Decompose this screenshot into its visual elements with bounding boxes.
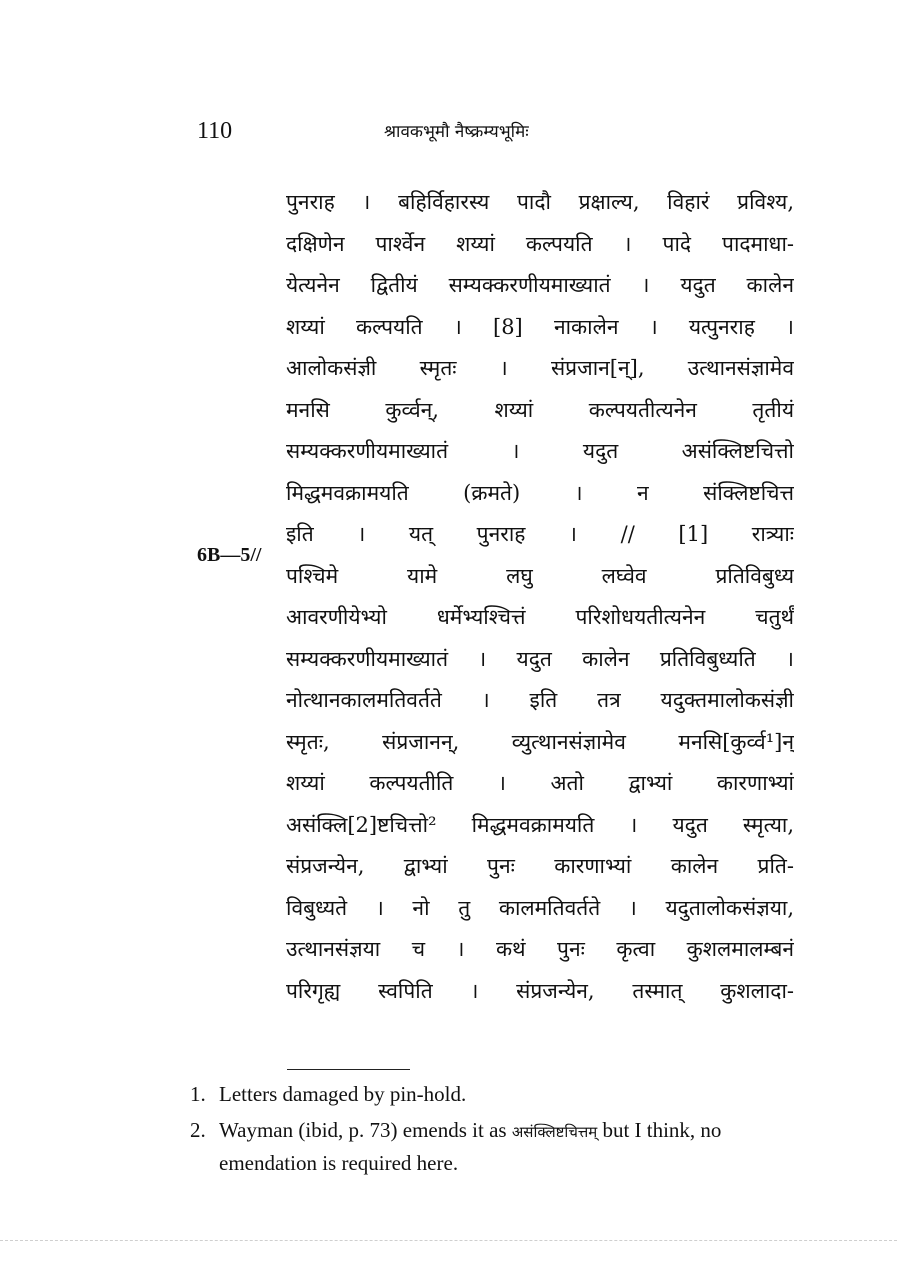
text-line: शय्यां कल्पयतीति । अतो द्वाभ्यां कारणाभ्यां	[286, 771, 794, 795]
footnote-number: 2.	[190, 1118, 206, 1142]
text-line: आलोकसंज्ञी स्मृतः । संप्रजान[न्], उत्थानसंज्ञामेव	[286, 356, 794, 380]
footnote-text: Letters damaged by pin-hold.	[219, 1082, 467, 1106]
text-line: उत्थानसंज्ञया च । कथं पुनः कृत्वा कुशलमालम्बनं	[286, 937, 794, 961]
text-line: सम्यक्करणीयमाख्यातं । यदुत असंक्लिष्टचित्तो	[286, 439, 794, 463]
running-head: श्रावकभूमौ नैष्क्रम्यभूमिः	[384, 122, 529, 142]
page-bottom-edge	[0, 1240, 897, 1241]
text-line: आवरणीयेभ्यो धर्मेभ्यश्चित्तं परिशोधयतीत्यनेन चतुर्थं	[286, 605, 794, 629]
text-line: येत्यनेन द्वितीयं सम्यक्करणीयमाख्यातं । यदुत कालेन	[286, 273, 794, 297]
footnote-text-before: Wayman (ibid, p. 73) emends it as	[219, 1118, 507, 1142]
text-line: स्मृतः, संप्रजानन्, व्युत्थानसंज्ञामेव मनसि[कुर्व्व¹]न्	[286, 729, 794, 754]
text-line: मिद्धमवक्रामयति (क्रमते) । न संक्लिष्टचित्त	[286, 480, 794, 505]
footnote-text-after: but I think, no emendation is required here.	[219, 1118, 722, 1175]
text-line: मनसि कुर्व्वन्, शय्यां कल्पयतीत्यनेन तृतीयं	[286, 397, 794, 422]
text-line: पश्चिमे यामे लघु लघ्वेव प्रतिविबुध्य	[286, 563, 794, 588]
text-line: दक्षिणेन पार्श्वेन शय्यां कल्पयति । पादे पादमाधा-	[286, 231, 794, 256]
text-line: नोत्थानकालमतिवर्तते । इति तत्र यदुक्तमालोकसंज्ञी	[286, 688, 794, 712]
footnotes	[190, 1079, 800, 1184]
text-line: परिगृह्य स्वपिति । संप्रजन्येन, तस्मात् कुशलादा-	[286, 978, 794, 1003]
footnote-rule	[287, 1069, 410, 1070]
footnote-number: 1.	[190, 1082, 206, 1106]
text-line: इति । यत् पुनराह । // [1] रात्र्याः	[286, 522, 794, 546]
text-line: पुनराह । बहिर्विहारस्य पादौ प्रक्षाल्य, विहारं प्रविश्य,	[286, 190, 794, 214]
text-line: सम्यक्करणीयमाख्यातं । यदुत कालेन प्रतिविबुध्यति ।	[286, 646, 794, 671]
footnote-1	[190, 1079, 800, 1110]
text-line: शय्यां कल्पयति । [8] नाकालेन । यत्पुनराह ।	[286, 314, 794, 339]
footnote-devanagari: असंक्लिष्टचित्तम्	[511, 1123, 598, 1141]
text-line: असंक्लि[2]ष्टचित्तो² मिद्धमवक्रामयति । यदुत स्मृत्या,	[286, 812, 794, 837]
margin-reference: 6B—5//	[197, 544, 262, 566]
footnote-2	[190, 1115, 800, 1179]
text-line: विबुध्यते । नो तु कालमतिवर्तते । यदुतालोकसंज्ञया,	[286, 895, 794, 920]
page-number: 110	[197, 118, 233, 144]
footnote-text	[219, 1115, 800, 1179]
body-text	[286, 182, 794, 1012]
text-line: संप्रजन्येन, द्वाभ्यां पुनः कारणाभ्यां कालेन प्रति-	[286, 854, 794, 878]
